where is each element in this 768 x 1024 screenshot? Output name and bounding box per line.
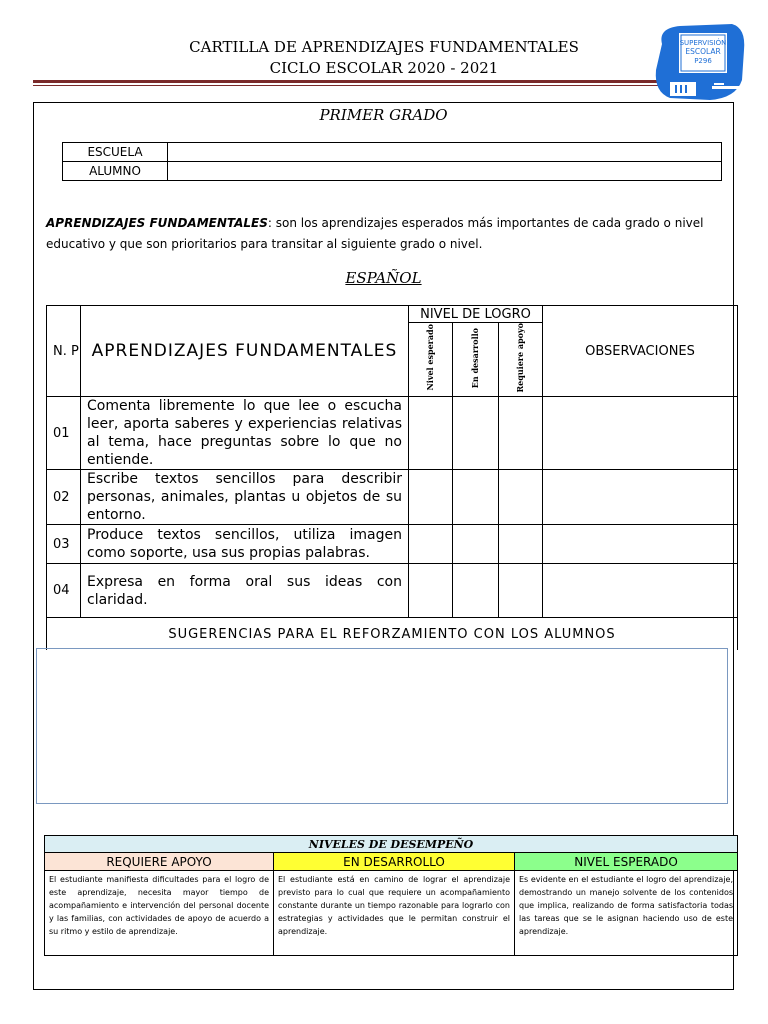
np-header: N. P: [47, 306, 81, 397]
cell-en-desarrollo[interactable]: [453, 470, 499, 525]
logo-text-3: P296: [694, 57, 712, 65]
cell-observaciones[interactable]: [543, 397, 738, 470]
row-number: 01: [47, 397, 81, 470]
en-desarrollo-label: EN DESARROLLO: [274, 853, 515, 871]
table-header-row: [47, 306, 738, 323]
row-text: Produce textos sencillos, utiliza imagen como soporte, usa sus propias palabras.: [81, 525, 409, 564]
suggestions-header-row: [47, 618, 738, 651]
intro-definition: : son los aprendizajes esperados más importantes de cada grado o nivel educativo y que son prioritarios para transitar al siguiente grado o nivel.: [46, 216, 704, 251]
supervision-logo: [650, 22, 750, 104]
requiere-apoyo-header: Requiere apoyo: [515, 323, 525, 393]
cell-nivel-esperado[interactable]: [409, 470, 453, 525]
suggestions-header: SUGERENCIAS PARA EL REFORZAMIENTO CON LOS ALUMNOS: [47, 618, 738, 651]
grade-title: PRIMER GRADO: [319, 106, 448, 124]
levels-header-row: [45, 853, 738, 871]
school-row: [63, 143, 722, 162]
cell-nivel-esperado[interactable]: [409, 525, 453, 564]
cell-observaciones[interactable]: [543, 470, 738, 525]
intro-term: APRENDIZAJES FUNDAMENTALES: [46, 216, 268, 230]
cell-requiere-apoyo[interactable]: [499, 564, 543, 618]
table-row: [47, 470, 738, 525]
row-number: 02: [47, 470, 81, 525]
cell-observaciones[interactable]: [543, 564, 738, 618]
requiere-apoyo-description: El estudiante manifiesta dificultades para el logro de este aprendizaje, necesita mayor tiempo de acompañamiento e intervención del personal docente y las familias, con actividades de apoyo de acuerdo a su ritmo y estilo de aprendizaje.: [45, 871, 274, 956]
cell-requiere-apoyo[interactable]: [499, 470, 543, 525]
document-title: CARTILLA DE APRENDIZAJES FUNDAMENTALES: [189, 38, 579, 56]
header-rule-thin: [33, 85, 663, 86]
cell-nivel-esperado[interactable]: [409, 397, 453, 470]
cell-requiere-apoyo[interactable]: [499, 525, 543, 564]
student-label: ALUMNO: [63, 162, 168, 181]
levels-description-row: [45, 871, 738, 956]
logo-text-2: ESCOLAR: [685, 47, 721, 56]
school-label: ESCUELA: [63, 143, 168, 162]
student-row: [63, 162, 722, 181]
school-cycle: CICLO ESCOLAR 2020 - 2021: [269, 59, 499, 77]
performance-levels-table: [44, 835, 738, 956]
levels-title-row: [45, 836, 738, 853]
cell-observaciones[interactable]: [543, 525, 738, 564]
cell-en-desarrollo[interactable]: [453, 525, 499, 564]
observaciones-header: OBSERVACIONES: [543, 306, 738, 397]
header-rule: [33, 80, 663, 83]
row-text: Escribe textos sencillos para describir personas, animales, plantas u objetos de su entorno.: [81, 470, 409, 525]
cell-en-desarrollo[interactable]: [453, 564, 499, 618]
nivel-logro-header: NIVEL DE LOGRO: [409, 306, 543, 323]
cell-en-desarrollo[interactable]: [453, 397, 499, 470]
levels-title: NIVELES DE DESEMPEÑO: [45, 836, 738, 853]
table-row: [47, 564, 738, 618]
nivel-esperado-header: Nivel esperado: [425, 324, 435, 391]
logo-text-1: SUPERVISIÓN: [679, 39, 727, 47]
learning-table: [46, 305, 738, 650]
table-row: [47, 525, 738, 564]
row-text: Comenta libremente lo que lee o escucha leer, aporta saberes y experiencias relativas al tema, hace preguntas sobre lo que no entiende.: [81, 397, 409, 470]
row-number: 03: [47, 525, 81, 564]
intro-paragraph: [46, 213, 716, 255]
suggestions-box[interactable]: [36, 648, 728, 804]
row-text: Expresa en forma oral sus ideas con claridad.: [81, 564, 409, 618]
aprendizajes-header: APRENDIZAJES FUNDAMENTALES: [81, 306, 409, 397]
school-field[interactable]: [168, 143, 722, 162]
en-desarrollo-header: En desarrollo: [470, 327, 480, 388]
en-desarrollo-description: El estudiante está en camino de lograr el aprendizaje previsto para lo cual que requiere un acompañamiento constante durante un tiempo razonable para lograrlo con estrategias y actividades que le permitan construir el aprendizaje.: [274, 871, 515, 956]
requiere-apoyo-label: REQUIERE APOYO: [45, 853, 274, 871]
student-info-table: [62, 142, 722, 181]
nivel-esperado-label: NIVEL ESPERADO: [515, 853, 738, 871]
student-field[interactable]: [168, 162, 722, 181]
nivel-esperado-description: Es evidente en el estudiante el logro del aprendizaje, demostrando un manejo solvente de los contenidos que implica, realizando de forma satisfactoria todas las tareas que se le asignan haciendo uso de este aprendizaje.: [515, 871, 738, 956]
cell-nivel-esperado[interactable]: [409, 564, 453, 618]
subject-title: ESPAÑOL: [345, 269, 422, 287]
row-number: 04: [47, 564, 81, 618]
table-row: [47, 397, 738, 470]
cell-requiere-apoyo[interactable]: [499, 397, 543, 470]
